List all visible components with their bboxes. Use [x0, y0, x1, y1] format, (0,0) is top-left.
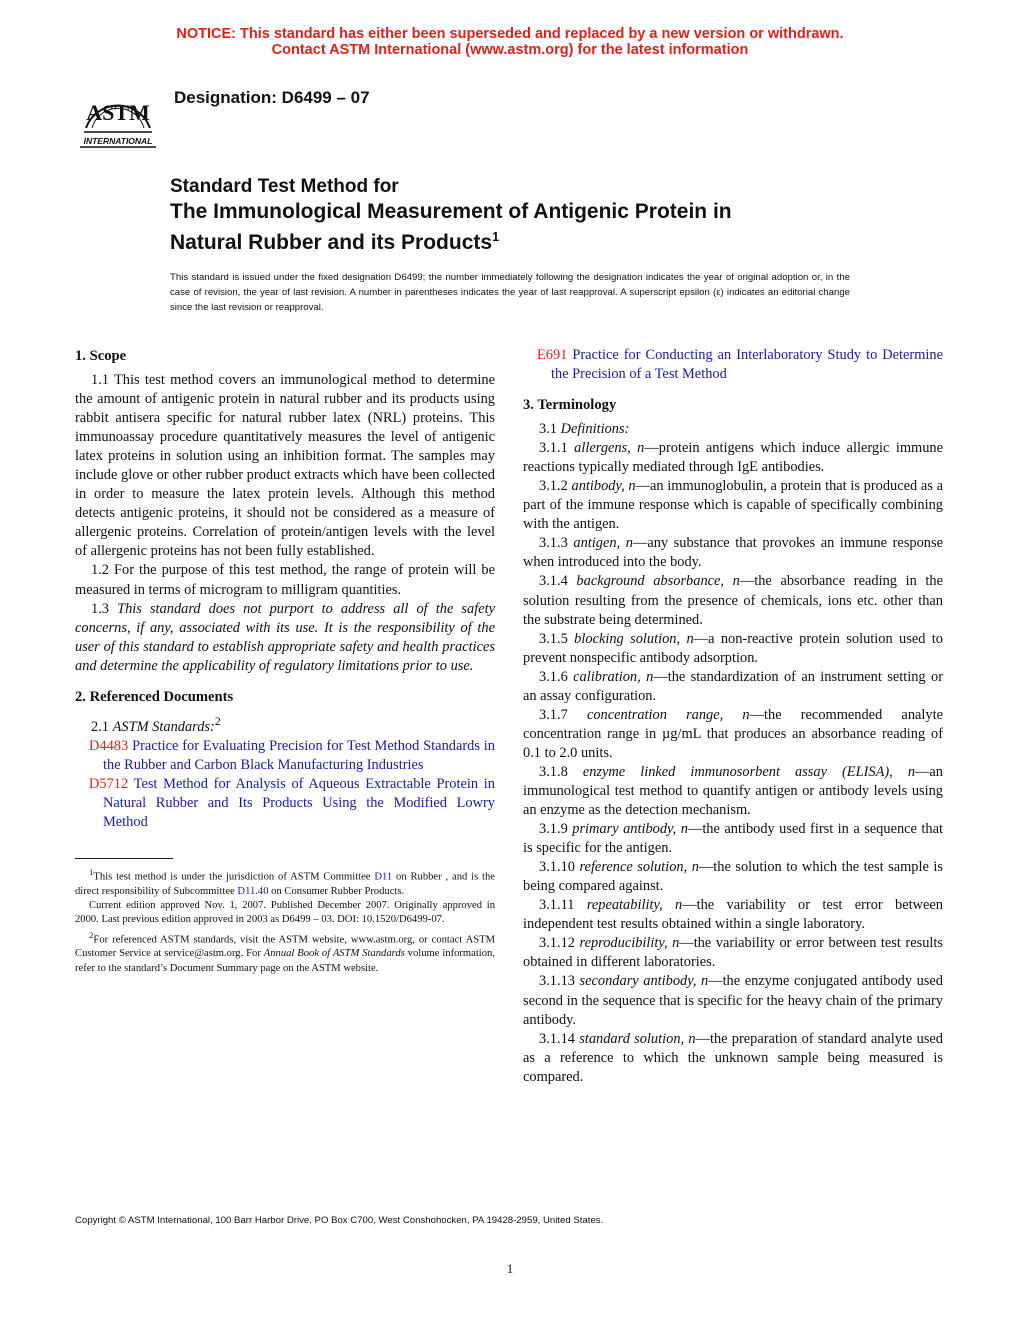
term-definition [523, 534, 943, 572]
term-name: concentration range, n [586, 706, 750, 723]
right-column [523, 346, 943, 1087]
term-number: 3.1.2 [539, 478, 568, 495]
scope-heading: 1. Scope [75, 348, 127, 364]
footnote-1-approval: Current edition approved Nov. 1, 2007. Published December 2007. Originally approved in 2000. Last previous edition approved in 2003 as D6499 – 03. DOI: 10.1520/D6499-07. [75, 899, 495, 926]
term-name: reference solution, n [579, 859, 699, 876]
term-number: 3.1.8 [539, 763, 568, 780]
term-definition [523, 763, 943, 820]
footnotes [75, 865, 495, 976]
term-text: —the absorbance reading in the solution resulting from the presence of chemicals, ions etc. other than the substrate being determined. [523, 573, 943, 628]
ref-e691-link[interactable] [537, 346, 943, 384]
ref-d5712-link[interactable] [89, 775, 495, 832]
refdocs-heading: 2. Referenced Documents [75, 688, 234, 705]
subcommittee-d11-40-link[interactable]: D11.40 [237, 885, 269, 897]
terminology-3-1-num: 3.1 [539, 421, 557, 438]
notice-line-2: Contact ASTM International (www.astm.org) for the latest information [271, 42, 749, 58]
ref-code[interactable]: E691 [537, 347, 568, 363]
term-name: secondary antibody, n [579, 973, 709, 990]
title-block [170, 175, 732, 255]
term-name: antibody, n [571, 478, 636, 495]
term-definition [523, 439, 943, 477]
term-text: —an immunological test method to quantify antigen or antibody levels using an enzyme as the detection mechanism. [523, 763, 943, 819]
astm-logo-icon [76, 74, 160, 150]
term-name: repeatability, n [586, 897, 683, 914]
term-list [523, 439, 943, 1087]
footnote-2-mark: 2 [89, 929, 94, 940]
title-line-3-text: Natural Rubber and its Products [170, 231, 493, 254]
term-name: blocking solution, n [574, 630, 694, 647]
term-number: 3.1.7 [539, 706, 568, 723]
terminology-3-1-label: Definitions: [560, 421, 630, 438]
astm-logo-graphic [76, 74, 160, 150]
supersede-notice [0, 26, 1020, 58]
term-name: antigen, n [573, 535, 633, 552]
term-text: —the variability or error between test results obtained in different laboratories. [523, 935, 943, 971]
term-definition [523, 706, 943, 763]
terminology-heading: 3. Terminology [523, 397, 617, 414]
term-text: —any substance that provokes an immune response when introduced into the body. [523, 535, 943, 571]
ref-code[interactable]: D5712 [89, 775, 129, 792]
ref-title[interactable]: Practice for Conducting an Interlaboratory Study to Determine the Precision of a Test Method [551, 347, 943, 383]
designation: Designation: D6499 – 07 [174, 88, 370, 107]
term-number: 3.1.13 [539, 973, 575, 990]
term-name: enzyme linked immunosorbent assay (ELISA), n [582, 763, 916, 780]
copyright: Copyright © ASTM International, 100 Barr Harbor Drive, PO Box C700, West Conshohocken, PA 19428-2959, United States. [75, 1215, 604, 1226]
term-text: —an immunoglobulin, a protein that is produced as a part of the immune response which is capable of specifically combining with the antigen. [523, 478, 943, 533]
title-line-1: Standard Test Method for [170, 176, 399, 197]
term-name: background absorbance, n [576, 573, 740, 590]
logo-letters: ASTM [86, 100, 150, 125]
term-number: 3.1.5 [539, 630, 568, 647]
ref-d4483-link[interactable] [89, 737, 495, 775]
term-name: standard solution, n [579, 1030, 696, 1047]
committee-d11-link[interactable]: D11 [374, 871, 393, 883]
footnote-rule [75, 858, 173, 859]
logo-sub: INTERNATIONAL [83, 136, 153, 146]
term-name: allergens, n [574, 440, 645, 457]
term-number: 3.1.14 [539, 1030, 575, 1047]
footnote-1-text-a: This test method is under the jurisdiction of ASTM Committee [93, 871, 375, 883]
title-line-3 [170, 224, 732, 255]
term-definition [523, 896, 943, 934]
term-text: —a non-reactive protein solution used to prevent nonspecific antibody adsorption. [523, 630, 943, 666]
term-definition [523, 630, 943, 668]
issued-note: This standard is issued under the fixed designation D6499; the number immediately following the designation indicates the year of original adoption or, in the case of revision, the year of last revision. A number in parentheses indicates the year of last reapproval. A superscript epsilon (ε) indicates an editorial change since the last revision or reapproval. [170, 272, 850, 313]
footnote-1-text-c: on Consumer Rubber Products. [268, 885, 405, 897]
ref-code[interactable]: D4483 [89, 737, 129, 754]
term-name: calibration, n [573, 668, 654, 685]
term-text: —the solution to which the test sample is being compared against. [523, 859, 943, 895]
term-definition [523, 1030, 943, 1087]
term-number: 3.1.1 [539, 440, 568, 457]
scope-1-1: 1.1 This test method covers an immunological method to determine the amount of antigenic protein in natural rubber and its products using rabbit antisera specific for natural rubber latex (NRL) proteins. This immunoassay procedure quantitatively measures the level of antigenic latex proteins in solution using an inhibition format. The samples may include glove or other rubber product extracts which have been collected in order to measure the latex protein levels. Although this method detects antigenic proteins, it should not be considered as a measure of allergenic proteins. Correlation of protein/antigen levels with the level of allergenic proteins has not been fully established. [75, 372, 495, 560]
scope-1-3 [75, 600, 495, 676]
refdocs-2-1-mark: 2 [214, 713, 221, 728]
term-number: 3.1.10 [539, 859, 575, 876]
notice-line-1: NOTICE: This standard has either been superseded and replaced by a new version or withdrawn. [176, 26, 844, 42]
scope-1-3-text: This standard does not purport to address all of the safety concerns, if any, associated with its use. It is the responsibility of the user of this standard to establish appropriate safety and health practices and determine the applicability of regulatory limitations prior to use. [75, 600, 495, 674]
term-definition [523, 477, 943, 534]
term-text: —the enzyme conjugated antibody used second in the sequence that is specific for the heavy chain of the primary antibody. [523, 973, 943, 1028]
title-line-2: The Immunological Measurement of Antigenic Protein in [170, 200, 732, 223]
scope-1-2: 1.2 For the purpose of this test method, the range of protein will be measured in terms of microgram to milligram quantities. [75, 562, 495, 598]
term-text: —the recommended analyte concentration range in µg/mL that produces an absorbance reading of 0.1 to 2.0 units. [523, 706, 943, 761]
footnote-2 [75, 928, 495, 976]
term-definition [523, 972, 943, 1029]
term-definition [523, 858, 943, 896]
footnote-2-italic: Annual Book of ASTM Standards [263, 948, 405, 960]
term-number: 3.1.11 [539, 897, 575, 914]
term-text: —protein antigens which induce allergic immune reactions typically mediated through IgE antibodies. [523, 440, 943, 476]
term-name: primary antibody, n [572, 821, 688, 838]
term-definition [523, 572, 943, 629]
term-name: reproducibility, n [579, 935, 680, 952]
term-number: 3.1.4 [539, 573, 568, 590]
page-number: 1 [506, 1261, 514, 1276]
refdocs-2-1 [75, 712, 495, 737]
term-definition [523, 668, 943, 706]
term-text: —the antibody used first in a sequence that is specific for the antigen. [523, 821, 943, 857]
term-text: —the preparation of standard analyte used as a reference to which the unknown sample being measured is compared. [523, 1030, 943, 1085]
footnote-2-text-a: For referenced ASTM standards, visit the ASTM website, www.astm.org, or contact ASTM Customer Service at service@astm.org. For [75, 934, 495, 960]
term-definition [523, 820, 943, 858]
footnote-2-text-b: volume information, refer to the standard’s Document Summary page on the ASTM website. [75, 948, 495, 974]
term-number: 3.1.12 [539, 935, 575, 952]
footnote-1 [75, 865, 495, 899]
footnote-1-text-b: on Rubber , and is the direct responsibility of Subcommittee [75, 871, 495, 897]
terminology-3-1 [523, 420, 943, 439]
term-text: —the variability or test error between independent test results obtained within a single laboratory. [523, 897, 943, 933]
ref-title[interactable]: Test Method for Analysis of Aqueous Extractable Protein in Natural Rubber and Its Products Using the Modified Lowry Method [103, 775, 495, 830]
term-number: 3.1.6 [539, 668, 568, 685]
term-text: —the standardization of an instrument setting or an assay configuration. [523, 668, 943, 704]
term-definition [523, 934, 943, 972]
term-number: 3.1.3 [539, 535, 568, 552]
term-number: 3.1.9 [539, 821, 568, 838]
left-column [75, 346, 495, 976]
refdocs-2-1-num: 2.1 [91, 718, 109, 735]
refdocs-2-1-label: ASTM Standards: [112, 718, 215, 735]
footnote-1-mark: 1 [89, 866, 94, 877]
ref-title[interactable]: Practice for Evaluating Precision for Test Method Standards in the Rubber and Carbon Black Manufacturing Industries [103, 737, 495, 773]
scope-1-3-num: 1.3 [91, 600, 109, 617]
title-footnote-mark: 1 [492, 229, 500, 244]
